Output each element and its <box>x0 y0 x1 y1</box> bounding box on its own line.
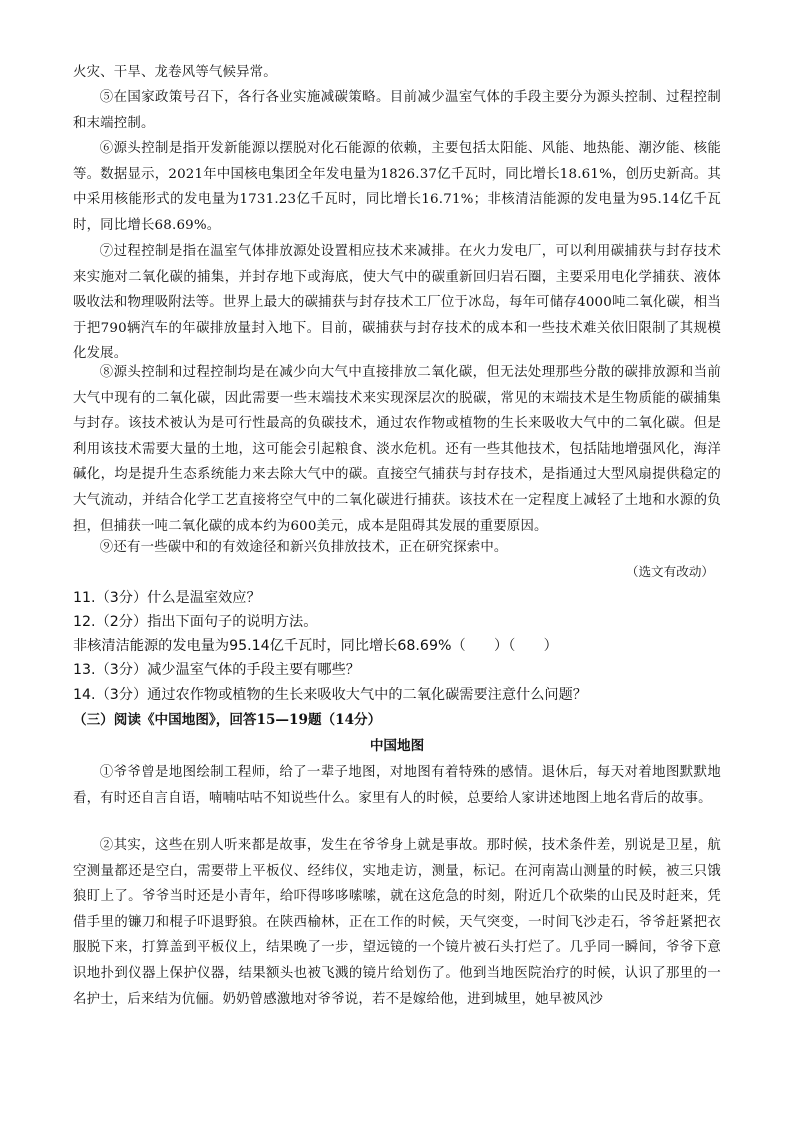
article-paragraph-1: ①爷爷曾是地图绘制工程师，给了一辈子地图，对地图有着特殊的感情。退休后，每天对着地图默默地看，有时还自言自语，喃喃咕咕不知说些什么。家里有人的时候，总要给人家讲述地图上地名背后的故事。 <box>73 765 721 806</box>
question-12-sentence: 非核清洁能源的发电量为95.14亿千瓦时，同比增长68.69%（ ）（ ） <box>73 638 558 654</box>
paragraph-6: ⑥源头控制是指开发新能源以摆脱对化石能源的依赖，主要包括太阳能、风能、地热能、潮汐能、核能等。数据显示，2021年中国核电集团全年发电量为1826.37亿千瓦时，同比增长18.61%，创历史新高。其中采用核能形式的发电量为1731.23亿千瓦时，同比增长16.71%；非核清洁能源的发电量为95.14亿千瓦时，同比增长68.69%。 <box>73 141 721 233</box>
paragraph-7: ⑦过程控制是指在温室气体排放源处设置相应技术来减排。在火力发电厂，可以利用碳捕获与封存技术来实施对二氧化碳的捕集，并封存地下或海底，使大气中的碳重新回归岩石圈，主要采用电化学捕获、液体吸收法和物理吸附法等。世界上最大的碳捕获与封存技术工厂位于冰岛，每年可储存4000吨二氧化碳，相当于把790辆汽车的年碳排放量封入地下。目前，碳捕获与封存技术的成本和一些技术难关依旧限制了其规模化发展。 <box>73 244 721 362</box>
source-note: （选文有改动） <box>625 564 714 579</box>
paragraph-climate-tail: 火灾、干旱、龙卷风等气候异常。 <box>73 65 277 80</box>
article-title: 中国地图 <box>369 738 425 754</box>
question-11: 11.（3分）什么是温室效应？ <box>73 590 261 606</box>
paragraph-8: ⑧源头控制和过程控制均是在减少向大气中直接排放二氧化碳，但无法处理那些分散的碳排放源和当前大气中现有的二氧化碳，因此需要一些末端技术来实现深层次的脱碳，常见的末端技术是生物质能的碳捕集与封存。该技术被认为是可行性最高的负碳技术，通过农作物或植物的生长来吸收大气中的二氧化碳。但是利用该技术需要大量的土地，这可能会引起粮食、淡水危机。还有一些其他技术，包括陆地增强风化，海洋碱化，均是提升生态系统能力来去除大气中的碳。直接空气捕获与封存技术，是指通过大型风扇提供稳定的大气流动，并结合化学工艺直接将空气中的二氧化碳进行捕获。该技术在一定程度上减轻了土地和水源的负担，但捕获一吨二氧化碳的成本约为600美元，成本是阻碍其发展的重要原因。 <box>73 365 721 534</box>
section-3-heading: （三）阅读《中国地图》，回答15—19题（14分） <box>73 712 382 728</box>
paragraph-5: ⑤在国家政策号召下，各行各业实施减碳策略。目前减少温室气体的手段主要分为源头控制、过程控制和末端控制。 <box>73 90 721 131</box>
paragraph-9: ⑨还有一些碳中和的有效途径和新兴负排放技术，正在研究探索中。 <box>99 540 508 555</box>
question-13: 13.（3分）减少温室气体的手段主要有哪些？ <box>73 662 360 678</box>
question-14: 14.（3分）通过农作物或植物的生长来吸收大气中的二氧化碳需要注意什么问题？ <box>73 687 587 703</box>
article-paragraph-2: ②其实，这些在别人听来都是故事，发生在爷爷身上就是事故。那时候，技术条件差，别说是卫星，航空测量都还是空白，需要带上平板仪、经纬仪，实地走访，测量，标记。在河南嵩山测量的时候，被三只饿狼盯上了。爷爷当时还是小青年，给吓得哆哆嗦嗦，就在这危急的时刻，附近几个砍柴的山民及时赶来，凭借手里的镰刀和棍子吓退野狼。在陕西榆林，正在工作的时候，天气突变，一时间飞沙走石，爷爷赶紧把衣服脱下来，打算盖到平板仪上，结果晚了一步，望远镜的一个镜片被石头打烂了。几乎同一瞬间，爷爷下意识地扑到仪器上保护仪器，结果额头也被飞溅的镜片给划伤了。他到当地医院治疗的时候，认识了那里的一名护士，后来结为伉俪。奶奶曾感激地对爷爷说，若不是嫁给他，进到城里，她早被风沙 <box>73 838 721 1007</box>
question-12: 12.（2分）指出下面句子的说明方法。 <box>73 614 318 630</box>
